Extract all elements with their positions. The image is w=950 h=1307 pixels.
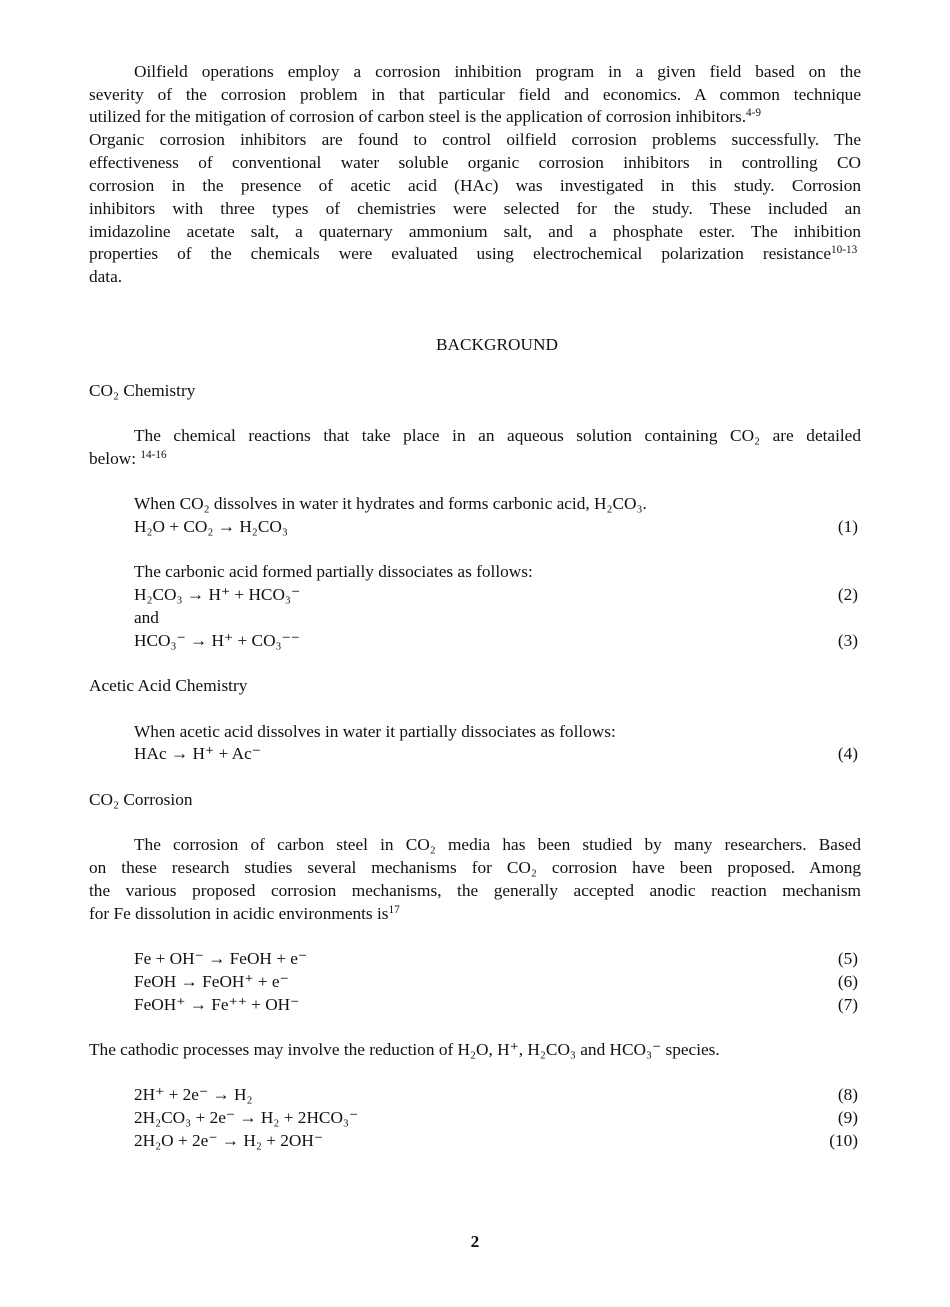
equation-7 <box>134 994 858 1016</box>
acetic-text: When acetic acid dissolves in water it partially dissociates as follows: <box>134 722 616 741</box>
equation-8-number: (8) <box>837 1085 858 1104</box>
section-heading-background: BACKGROUND <box>436 335 558 354</box>
equation-4-number: (4) <box>837 744 858 763</box>
dissociation-text: The carbonic acid formed partially dissociates as follows: <box>134 562 533 581</box>
and-text: and <box>134 608 159 627</box>
equation-6-expr: FeOH → FeOH⁺ + e⁻ <box>134 972 289 991</box>
intro-line-5: effectiveness of conventional water soluble organic corrosion inhibitors in controlling CO <box>89 153 861 172</box>
subheading-co2-corrosion: CO₂ Corrosion <box>89 790 193 809</box>
cathodic-text: The cathodic processes may involve the reduction of H₂O, H⁺, H₂CO₃ and HCO₃⁻ species. <box>89 1040 720 1059</box>
equation-10-number: (10) <box>829 1131 858 1150</box>
equation-3-expr: HCO₃⁻ → H⁺ + CO₃⁻⁻ <box>134 631 300 650</box>
equation-9-expr: 2H₂CO₃ + 2e⁻ → H₂ + 2HCO₃⁻ <box>134 1108 359 1127</box>
intro-line-9 <box>89 243 857 265</box>
equation-9-number: (9) <box>837 1108 858 1127</box>
intro-line-9-text: properties of the chemicals were evaluated using electrochemical polarization resistance <box>89 244 831 263</box>
chem-para-line-2-text: below: <box>89 449 137 468</box>
intro-line-2: severity of the corrosion problem in that particular field and economics. A common technique <box>89 85 861 104</box>
corrosion-para-line-3: the various proposed corrosion mechanisms, the generally accepted anodic reaction mechanism <box>89 881 861 900</box>
equation-3-number: (3) <box>837 631 858 650</box>
citation-ref: 17 <box>388 903 400 916</box>
subheading-co2-chemistry: CO₂ Chemistry <box>89 381 196 400</box>
chem-para-line-1: The chemical reactions that take place in an aqueous solution containing CO₂ are detailed <box>134 426 861 445</box>
corrosion-para-line-4 <box>89 903 400 925</box>
equation-1 <box>134 516 858 538</box>
chem-para-line-2 <box>89 448 167 470</box>
intro-line-3-text: utilized for the mitigation of corrosion of carbon steel is the application of corrosion inhibitors. <box>89 107 747 126</box>
equation-1-number: (1) <box>837 517 858 536</box>
page-number: 2 <box>470 1232 480 1251</box>
equation-9 <box>134 1107 858 1129</box>
intro-line-6: corrosion in the presence of acetic acid (HAc) was investigated in this study. Corrosion <box>89 176 861 195</box>
corrosion-para-line-2: on these research studies several mechanisms for CO₂ corrosion have been proposed. Among <box>89 858 861 877</box>
intro-line-7: inhibitors with three types of chemistries were selected for the study. These included an <box>89 199 861 218</box>
citation-ref: 4-9 <box>746 106 761 119</box>
equation-1-expr: H₂O + CO₂ → H₂CO₃ <box>134 517 288 536</box>
equation-5-number: (5) <box>837 949 858 968</box>
intro-line-1: Oilfield operations employ a corrosion inhibition program in a given field based on the <box>134 62 861 81</box>
citation-ref: 10-13 <box>831 243 858 256</box>
subheading-acetic-acid-chemistry: Acetic Acid Chemistry <box>89 676 248 695</box>
equation-6 <box>134 971 858 993</box>
equation-2-number: (2) <box>837 585 858 604</box>
equation-10 <box>134 1130 858 1152</box>
equation-6-number: (6) <box>837 972 858 991</box>
hydrate-text: When CO₂ dissolves in water it hydrates and forms carbonic acid, H₂CO₃. <box>134 494 647 513</box>
equation-8 <box>134 1084 858 1106</box>
intro-line-3 <box>89 106 761 128</box>
equation-4 <box>134 743 858 765</box>
equation-4-expr: HAc → H⁺ + Ac⁻ <box>134 744 261 763</box>
equation-2-expr: H₂CO₃ → H⁺ + HCO₃⁻ <box>134 585 301 604</box>
intro-line-4: Organic corrosion inhibitors are found to control oilfield corrosion problems successfully. The <box>89 130 861 149</box>
equation-2 <box>134 584 858 606</box>
corrosion-para-line-1: The corrosion of carbon steel in CO₂ media has been studied by many researchers. Based <box>134 835 861 854</box>
equation-7-number: (7) <box>837 995 858 1014</box>
equation-5-expr: Fe + OH⁻ → FeOH + e⁻ <box>134 949 308 968</box>
corrosion-para-line-4-text: for Fe dissolution in acidic environments is <box>89 904 389 923</box>
equation-5 <box>134 948 858 970</box>
equation-10-expr: 2H₂O + 2e⁻ → H₂ + 2OH⁻ <box>134 1131 323 1150</box>
equation-8-expr: 2H⁺ + 2e⁻ → H₂ <box>134 1085 253 1104</box>
equation-7-expr: FeOH⁺ → Fe⁺⁺ + OH⁻ <box>134 995 300 1014</box>
equation-3 <box>134 630 858 652</box>
citation-ref: 14-16 <box>140 448 167 461</box>
intro-line-10: data. <box>89 267 123 286</box>
intro-line-8: imidazoline acetate salt, a quaternary ammonium salt, and a phosphate ester. The inhibition <box>89 222 861 241</box>
